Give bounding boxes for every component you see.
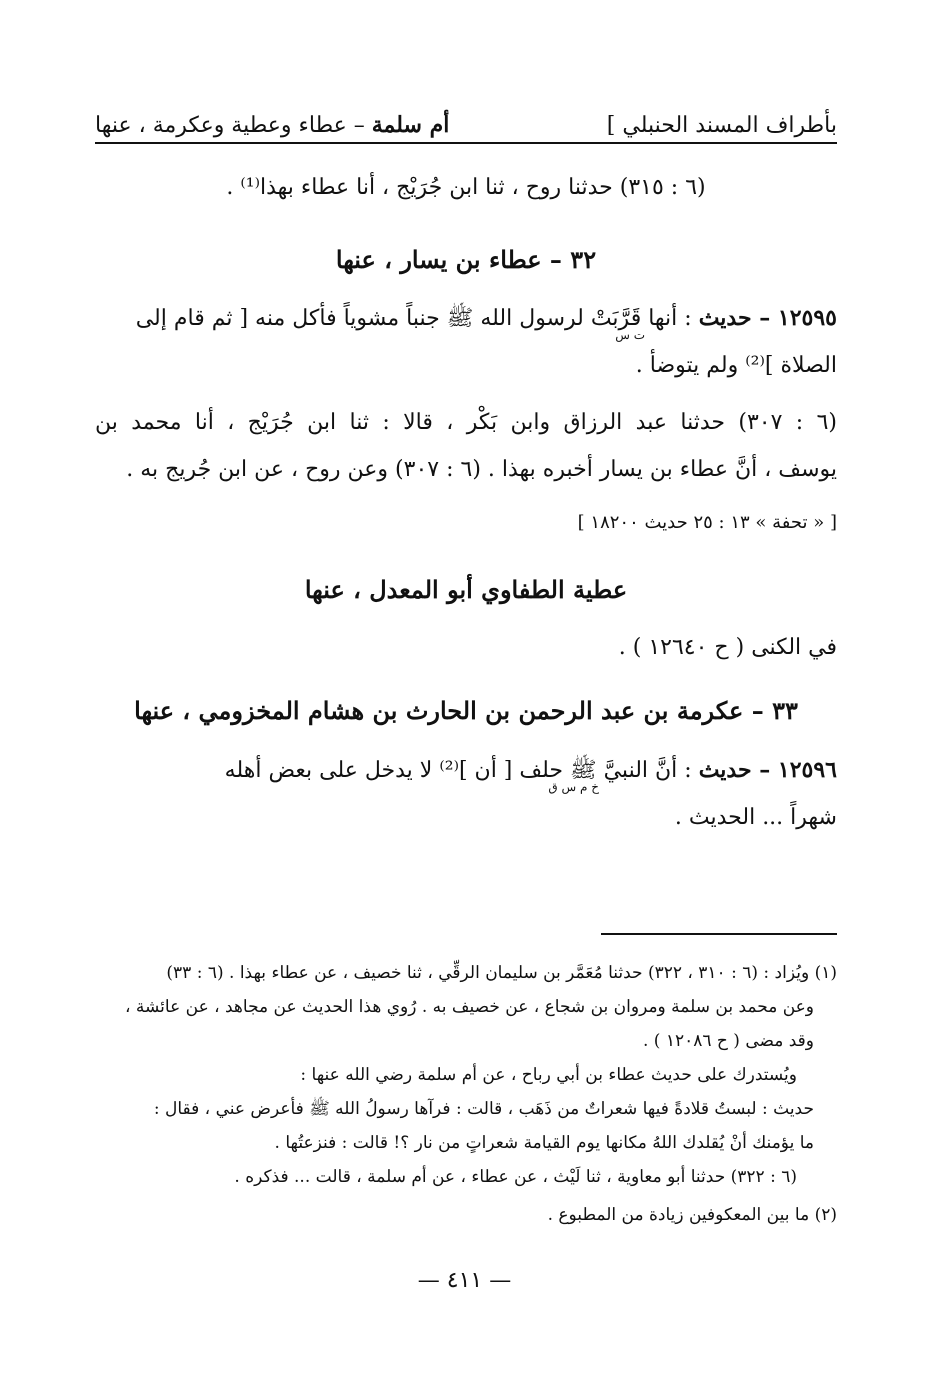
footnote-separator: [601, 933, 837, 935]
hadith-12596-text: : أنَّ النبيَّ ﷺ حلف [ أن ]⁽²⁾ لا يدخل على بعض أهله: [224, 758, 692, 783]
isnad-line-rawh: (٦ : ٣١٥) حدثنا روح ، ثنا ابن جُرَيْج ، أنا عطاء بهذا⁽¹⁾ .: [226, 175, 706, 200]
header-bold-name: أم سلمة: [371, 112, 450, 138]
running-header: [95, 108, 837, 144]
atiyya-heading: عطية الطفاوي أبو المعدل ، عنها: [304, 575, 628, 604]
footnote-1-line2: وعن محمد بن سلمة ومروان بن شجاع ، عن خصيف به . رُوي هذا الحديث عن مجاهد ، عن عائشة ،: [125, 997, 814, 1017]
hadith-12596-symbols: خ م س ق: [548, 780, 599, 794]
footnote-1-line1: (١) ويُزاد : (٦ : ٣١٠ ، ٣٢٢) حدثنا مُعَمَّر بن سليمان الرقِّي ، ثنا خصيف ، عن عطاء بهذا . (٦ : ٣٣): [166, 963, 837, 983]
header-book-title: بأطراف المسند الحنبلي ]: [606, 113, 837, 138]
hadith-12595-number: ١٢٥٩٥ – حديث: [698, 305, 837, 331]
hadith-12595-text: : أنها قَرَّبَتْ لرسول الله ﷺ جنباً مشوياً فأكل منه [ ثم قام إلى: [135, 306, 692, 331]
hadith-12596-line2: شهراً ... الحديث .: [674, 805, 837, 830]
hadith-12596-line1: [95, 752, 837, 789]
footnote-1-line3: وقد مضى ( ح ١٢٠٨٦ ) .: [643, 1031, 814, 1051]
kuna-reference: في الكنى ( ح ١٢٦٤٠ ) .: [618, 635, 837, 660]
isnad-abdurrazzaq-line1: (٦ : ٣٠٧) حدثنا عبد الرزاق وابن بَكْر ، قالا : ثنا ابن جُرَيْج ، أنا محمد بن: [95, 410, 838, 435]
section-32-heading: ٣٢ – عطاء بن يسار ، عنها: [335, 245, 597, 274]
isnad-abdurrazzaq-line2: يوسف ، أنَّ عطاء بن يسار أخبره بهذا . (٦ : ٣٠٧) وعن روح ، عن ابن جُريج به .: [126, 457, 837, 482]
footnote-1-line5: حديث : لبستُ قلادةً فيها شعراتٌ من ذَهَب ، قالت : فرآها رسولُ الله ﷺ فأعرض عني ، فقال :: [153, 1099, 814, 1119]
hadith-12595-line2: الصلاة ]⁽²⁾ ولم يتوضأ .: [635, 353, 837, 378]
page-number: — ٤١١ —: [417, 1268, 512, 1293]
footnote-2: (٢) ما بين المعكوفين زيادة من المطبوع .: [547, 1205, 837, 1225]
header-rest: – عطاء وعطية وعكرمة ، عنها: [95, 113, 365, 138]
hadith-12595-symbols: ت س: [615, 328, 645, 342]
hadith-12595-line1: [95, 300, 837, 337]
tuhfa-reference: [ « تحفة » ١٣ : ٢٥ حديث ١٨٢٠٠ ]: [577, 512, 837, 533]
footnote-1-line6: ما يؤمنك أنْ يُقلدك اللهُ مكانها يوم القيامة شعراتٍ من نار ؟! قالت : فنزعتُها .: [274, 1133, 814, 1153]
footnote-1-line4: ويُستدرك على حديث عطاء بن أبي رباح ، عن أم سلمة رضي الله عنها :: [300, 1065, 797, 1085]
hadith-12596-number: ١٢٥٩٦ – حديث: [698, 757, 837, 783]
header-section-title: [95, 112, 449, 138]
footnote-1-line7: (٦ : ٣٢٢) حدثنا أبو معاوية ، ثنا لَيْث ، عن عطاء ، عن أم سلمة ، قالت ... فذكره .: [234, 1167, 797, 1187]
section-33-heading: ٣٣ – عكرمة بن عبد الرحمن بن الحارث بن هشام المخزومي ، عنها: [134, 696, 798, 725]
